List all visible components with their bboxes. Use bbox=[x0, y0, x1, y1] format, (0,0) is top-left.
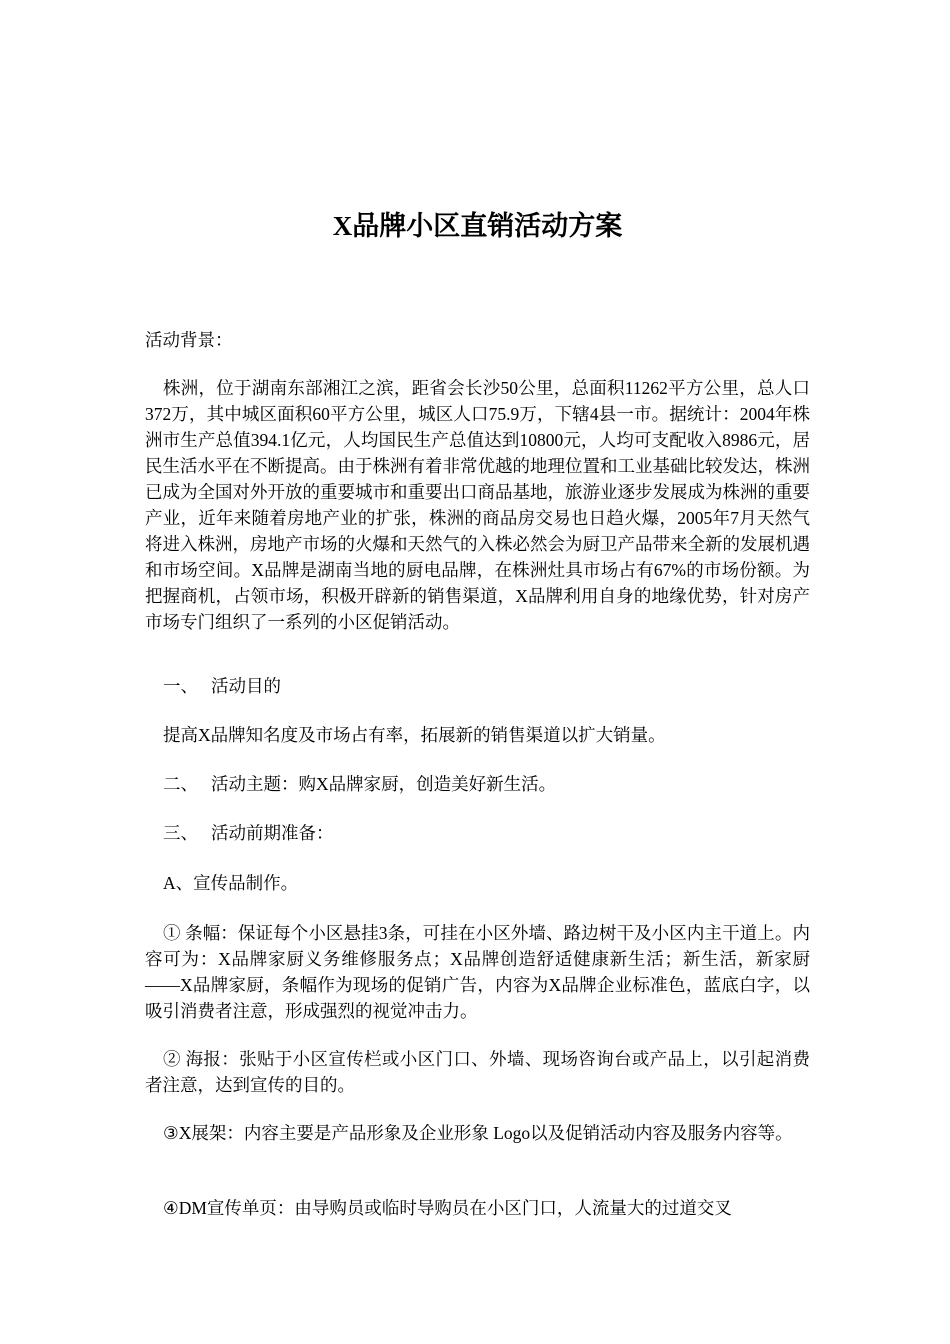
background-heading: 活动背景： bbox=[145, 330, 233, 350]
item-poster: ② 海报：张贴于小区宣传栏或小区门口、外墙、现场咨询台或产品上，以引起消费者注意，达到宣传的目的。 bbox=[145, 1049, 810, 1095]
section-1-text: 提高X品牌知名度及市场占有率，拓展新的销售渠道以扩大销量。 bbox=[163, 725, 666, 745]
background-paragraph: 株洲，位于湖南东部湘江之滨，距省会长沙50公里，总面积11262平方公里，总人口372万，其中城区面积60平方公里，城区人口75.9万，下辖4县一市。据统计：2004年株洲市生产总值394.1亿元，人均国民生产总值达到10800元，人均可支配收入8986元，居民生活水平在不断提高。由于株洲有着非常优越的地理位置和工业基础比较发达，株洲已成为全国对外开放的重要城市和重要出口商品基地，旅游业逐步发展成为株洲的重要产业，近年来随着房地产业的扩张，株洲的商品房交易也日趋火爆，2005年7月天然气将进入株洲，房地产市场的火爆和天然气的入株必然会为厨卫产品带来全新的发展机遇和市场空间。X品牌是湖南当地的厨电品牌，在株洲灶具市场占有67%的市场份额。为把握商机，占领市场，积极开辟新的销售渠道，X品牌利用自身的地缘优势，针对房产市场专门组织了一系列的小区促销活动。 bbox=[145, 378, 810, 632]
section-2-heading bbox=[145, 771, 810, 797]
section-1-number: 一、 bbox=[163, 676, 198, 696]
section-1-heading bbox=[145, 673, 810, 699]
section-2-title: 活动主题：购X品牌家厨，创造美好新生活。 bbox=[211, 774, 557, 794]
item-x-display: ③X展架：内容主要是产品形象及企业形象 Logo以及促销活动内容及服务内容等。 bbox=[163, 1123, 793, 1143]
section-1-title: 活动目的 bbox=[211, 676, 281, 696]
section-2-number: 二、 bbox=[163, 774, 198, 794]
item-banner: ① 条幅：保证每个小区悬挂3条，可挂在小区外墙、路边树干及小区内主干道上。内容可为：X品牌家厨义务维修服务点；X品牌创造舒适健康新生活；新生活，新家厨——X品牌家厨，条幅作为现场的促销广告，内容为X品牌企业标准色，蓝底白字，以吸引消费者注意，形成强烈的视觉冲击力。 bbox=[145, 923, 810, 1021]
section-3-title: 活动前期准备： bbox=[211, 823, 334, 843]
section-3-heading bbox=[145, 820, 810, 846]
section-3-number: 三、 bbox=[163, 823, 198, 843]
subsection-a-heading: A、宣传品制作。 bbox=[163, 873, 299, 893]
item-dm-flyer: ④DM宣传单页：由导购员或临时导购员在小区门口，人流量大的过道交叉 bbox=[163, 1198, 732, 1218]
document-title: X品牌小区直销活动方案 bbox=[332, 211, 623, 241]
